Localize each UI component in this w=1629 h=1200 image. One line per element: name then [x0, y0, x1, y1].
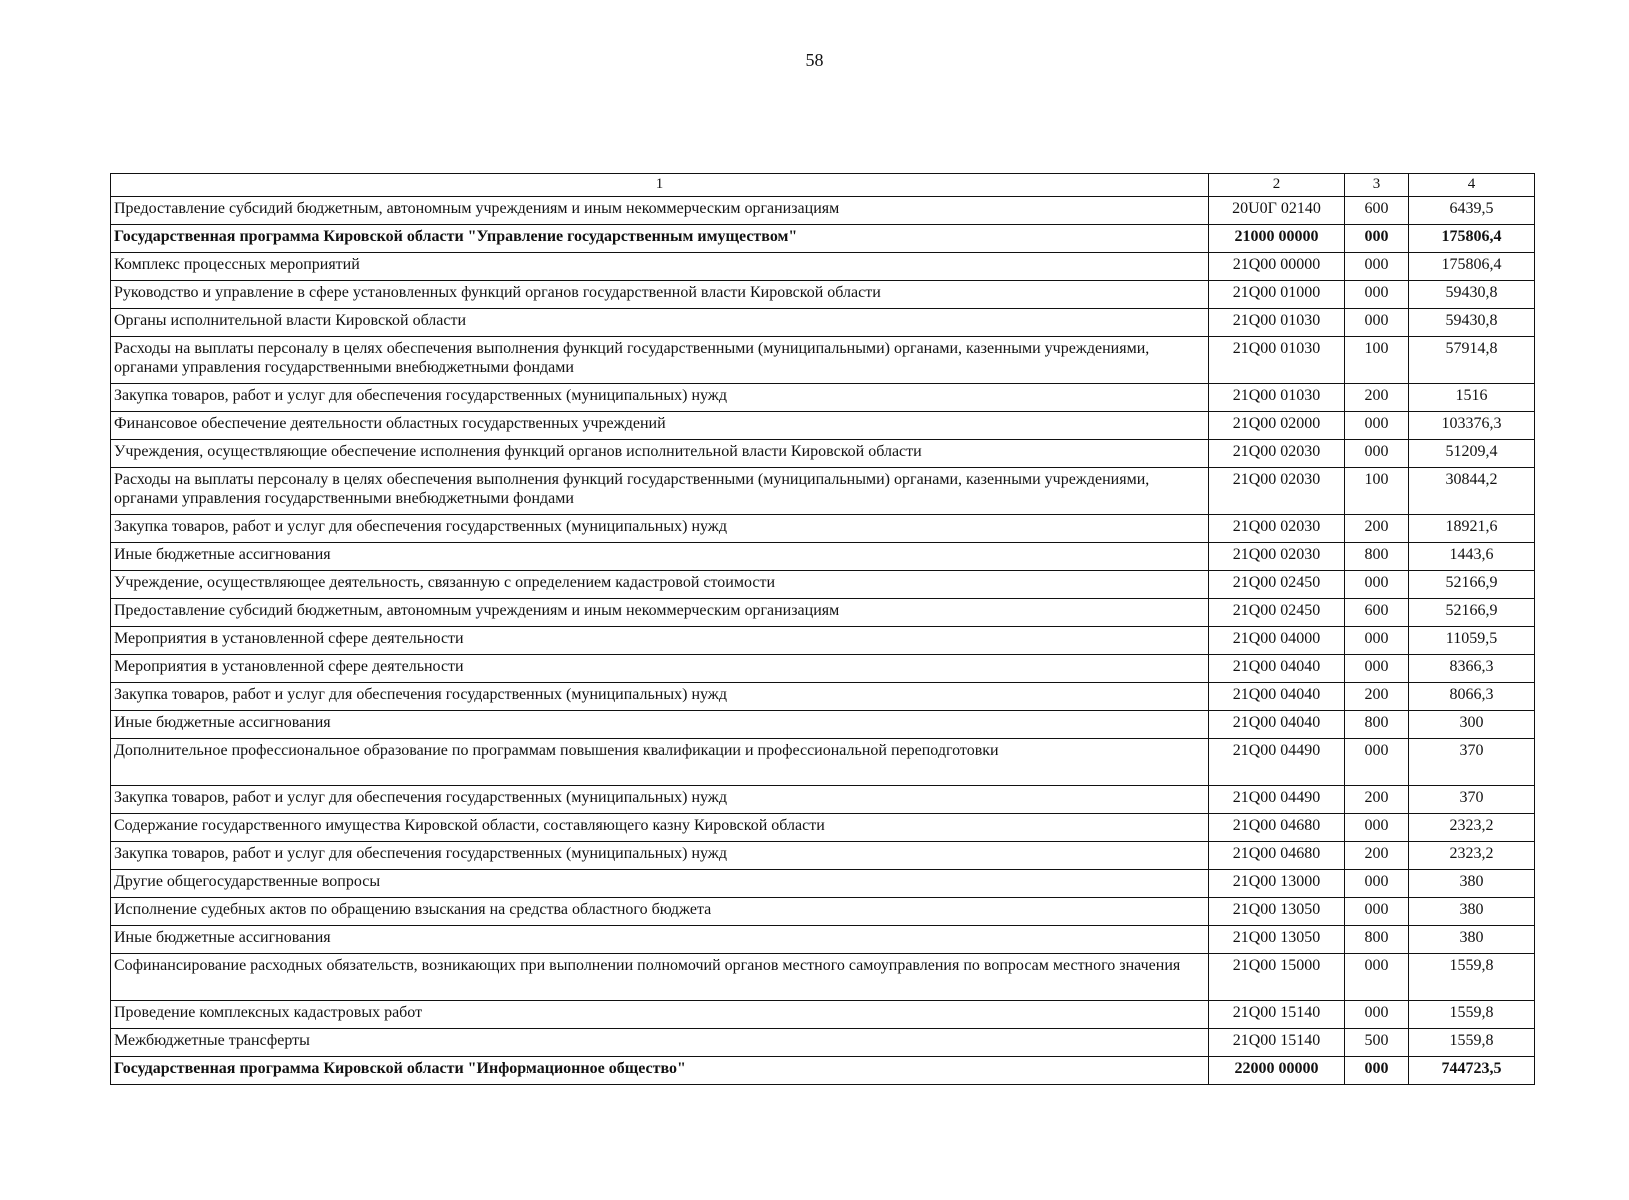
row-code: 21Q00 02030: [1209, 440, 1345, 468]
row-name: Иные бюджетные ассигнования: [111, 543, 1209, 571]
table-row: [111, 1057, 1535, 1085]
header-col-3: 3: [1345, 174, 1409, 197]
row-name: Расходы на выплаты персоналу в целях обеспечения выполнения функций государственными (муниципальными) органами, казенными учреждениями, органами управления государственными внебюджетными фондами: [111, 337, 1209, 384]
row-code: 21Q00 02030: [1209, 468, 1345, 515]
row-name: Учреждения, осуществляющие обеспечение исполнения функций органов исполнительной власти Кировской области: [111, 440, 1209, 468]
table-row: [111, 440, 1535, 468]
row-expense-type: 200: [1345, 384, 1409, 412]
row-name: Другие общегосударственные вопросы: [111, 870, 1209, 898]
row-expense-type: 000: [1345, 225, 1409, 253]
row-code: 21Q00 04680: [1209, 814, 1345, 842]
row-expense-type: 100: [1345, 337, 1409, 384]
row-code: 21Q00 13000: [1209, 870, 1345, 898]
row-amount: 380: [1409, 926, 1535, 954]
row-amount: 175806,4: [1409, 253, 1535, 281]
row-code: 21Q00 13050: [1209, 898, 1345, 926]
header-col-4: 4: [1409, 174, 1535, 197]
table-row: [111, 225, 1535, 253]
row-code: 21Q00 15000: [1209, 954, 1345, 1001]
row-code: 21Q00 02000: [1209, 412, 1345, 440]
table-row: [111, 384, 1535, 412]
row-amount: 6439,5: [1409, 197, 1535, 225]
row-amount: 8066,3: [1409, 683, 1535, 711]
row-name: Государственная программа Кировской области "Информационное общество": [111, 1057, 1209, 1085]
row-code: 21Q00 01030: [1209, 384, 1345, 412]
row-expense-type: 000: [1345, 655, 1409, 683]
table-row: [111, 543, 1535, 571]
table-row: [111, 253, 1535, 281]
row-expense-type: 500: [1345, 1029, 1409, 1057]
row-code: 21Q00 01000: [1209, 281, 1345, 309]
row-expense-type: 000: [1345, 627, 1409, 655]
row-expense-type: 000: [1345, 412, 1409, 440]
page-number: 58: [805, 50, 824, 70]
table-row: [111, 711, 1535, 739]
header-col-2: 2: [1209, 174, 1345, 197]
row-code: 21Q00 04040: [1209, 683, 1345, 711]
row-amount: 744723,5: [1409, 1057, 1535, 1085]
row-expense-type: 200: [1345, 786, 1409, 814]
row-amount: 380: [1409, 898, 1535, 926]
row-code: 21Q00 04000: [1209, 627, 1345, 655]
row-amount: 2323,2: [1409, 814, 1535, 842]
row-expense-type: 600: [1345, 599, 1409, 627]
row-amount: 1559,8: [1409, 954, 1535, 1001]
row-amount: 52166,9: [1409, 599, 1535, 627]
row-expense-type: 000: [1345, 954, 1409, 1001]
row-name: Мероприятия в установленной сфере деятельности: [111, 627, 1209, 655]
row-amount: 1443,6: [1409, 543, 1535, 571]
row-name: Иные бюджетные ассигнования: [111, 926, 1209, 954]
row-code: 21Q00 02450: [1209, 599, 1345, 627]
row-amount: 59430,8: [1409, 309, 1535, 337]
row-name: Исполнение судебных актов по обращению взыскания на средства областного бюджета: [111, 898, 1209, 926]
row-amount: 1516: [1409, 384, 1535, 412]
table-row: [111, 1001, 1535, 1029]
row-expense-type: 800: [1345, 711, 1409, 739]
row-amount: 1559,8: [1409, 1001, 1535, 1029]
row-code: 21Q00 04040: [1209, 711, 1345, 739]
row-name: Закупка товаров, работ и услуг для обеспечения государственных (муниципальных) нужд: [111, 842, 1209, 870]
budget-table: [110, 173, 1535, 1085]
row-code: 20U0Г 02140: [1209, 197, 1345, 225]
table-row: [111, 954, 1535, 1001]
table-body: [111, 197, 1535, 1085]
row-name: Закупка товаров, работ и услуг для обеспечения государственных (муниципальных) нужд: [111, 683, 1209, 711]
row-code: 21Q00 04490: [1209, 739, 1345, 786]
row-expense-type: 600: [1345, 197, 1409, 225]
row-code: 21Q00 00000: [1209, 253, 1345, 281]
row-code: 21Q00 01030: [1209, 337, 1345, 384]
table-row: [111, 655, 1535, 683]
row-expense-type: 800: [1345, 543, 1409, 571]
row-expense-type: 200: [1345, 683, 1409, 711]
row-expense-type: 000: [1345, 870, 1409, 898]
table-row: [111, 739, 1535, 786]
table-row: [111, 337, 1535, 384]
table-row: [111, 309, 1535, 337]
row-name: Органы исполнительной власти Кировской области: [111, 309, 1209, 337]
row-amount: 300: [1409, 711, 1535, 739]
table-row: [111, 683, 1535, 711]
table-header-row: [111, 174, 1535, 197]
row-code: 21Q00 04490: [1209, 786, 1345, 814]
row-name: Иные бюджетные ассигнования: [111, 711, 1209, 739]
row-name: Комплекс процессных мероприятий: [111, 253, 1209, 281]
row-amount: 370: [1409, 739, 1535, 786]
table-row: [111, 898, 1535, 926]
table-row: [111, 599, 1535, 627]
row-code: 21Q00 04040: [1209, 655, 1345, 683]
row-amount: 57914,8: [1409, 337, 1535, 384]
row-expense-type: 000: [1345, 814, 1409, 842]
row-expense-type: 200: [1345, 515, 1409, 543]
row-name: Руководство и управление в сфере установленных функций органов государственной власти Кировской области: [111, 281, 1209, 309]
row-name: Закупка товаров, работ и услуг для обеспечения государственных (муниципальных) нужд: [111, 384, 1209, 412]
table-row: [111, 627, 1535, 655]
row-name: Учреждение, осуществляющее деятельность, связанную с определением кадастровой стоимости: [111, 571, 1209, 599]
row-name: Дополнительное профессиональное образование по программам повышения квалификации и профессиональной переподготовки: [111, 739, 1209, 786]
row-code: 21Q00 02030: [1209, 543, 1345, 571]
row-amount: 8366,3: [1409, 655, 1535, 683]
table-row: [111, 1029, 1535, 1057]
row-name: Мероприятия в установленной сфере деятельности: [111, 655, 1209, 683]
row-amount: 30844,2: [1409, 468, 1535, 515]
table-row: [111, 197, 1535, 225]
row-expense-type: 000: [1345, 898, 1409, 926]
row-name: Содержание государственного имущества Кировской области, составляющего казну Кировской области: [111, 814, 1209, 842]
row-name: Закупка товаров, работ и услуг для обеспечения государственных (муниципальных) нужд: [111, 786, 1209, 814]
row-amount: 52166,9: [1409, 571, 1535, 599]
row-name: Предоставление субсидий бюджетным, автономным учреждениям и иным некоммерческим организациям: [111, 599, 1209, 627]
table-row: [111, 870, 1535, 898]
table-row: [111, 468, 1535, 515]
row-name: Финансовое обеспечение деятельности областных государственных учреждений: [111, 412, 1209, 440]
row-name: Государственная программа Кировской области "Управление государственным имуществом": [111, 225, 1209, 253]
row-expense-type: 000: [1345, 739, 1409, 786]
row-expense-type: 000: [1345, 281, 1409, 309]
row-amount: 1559,8: [1409, 1029, 1535, 1057]
table-row: [111, 281, 1535, 309]
row-expense-type: 800: [1345, 926, 1409, 954]
table-row: [111, 842, 1535, 870]
row-code: 21Q00 01030: [1209, 309, 1345, 337]
row-code: 21Q00 15140: [1209, 1001, 1345, 1029]
row-name: Софинансирование расходных обязательств, возникающих при выполнении полномочий органов местного самоуправления по вопросам местного значения: [111, 954, 1209, 1001]
table-row: [111, 926, 1535, 954]
table-row: [111, 412, 1535, 440]
row-expense-type: 000: [1345, 440, 1409, 468]
table-row: [111, 571, 1535, 599]
row-amount: 18921,6: [1409, 515, 1535, 543]
row-code: 21Q00 04680: [1209, 842, 1345, 870]
row-amount: 51209,4: [1409, 440, 1535, 468]
row-amount: 103376,3: [1409, 412, 1535, 440]
row-code: 21Q00 15140: [1209, 1029, 1345, 1057]
row-amount: 59430,8: [1409, 281, 1535, 309]
row-expense-type: 000: [1345, 253, 1409, 281]
row-expense-type: 200: [1345, 842, 1409, 870]
table-row: [111, 814, 1535, 842]
row-code: 21Q00 02030: [1209, 515, 1345, 543]
header-col-1: 1: [111, 174, 1209, 197]
row-amount: 175806,4: [1409, 225, 1535, 253]
row-code: 21000 00000: [1209, 225, 1345, 253]
row-name: Расходы на выплаты персоналу в целях обеспечения выполнения функций государственными (муниципальными) органами, казенными учреждениями, органами управления государственными внебюджетными фондами: [111, 468, 1209, 515]
row-expense-type: 000: [1345, 571, 1409, 599]
row-name: Проведение комплексных кадастровых работ: [111, 1001, 1209, 1029]
row-code: 21Q00 13050: [1209, 926, 1345, 954]
row-amount: 370: [1409, 786, 1535, 814]
table-row: [111, 515, 1535, 543]
row-name: Закупка товаров, работ и услуг для обеспечения государственных (муниципальных) нужд: [111, 515, 1209, 543]
row-expense-type: 000: [1345, 309, 1409, 337]
row-expense-type: 100: [1345, 468, 1409, 515]
row-code: 21Q00 02450: [1209, 571, 1345, 599]
row-code: 22000 00000: [1209, 1057, 1345, 1085]
row-name: Межбюджетные трансферты: [111, 1029, 1209, 1057]
row-amount: 11059,5: [1409, 627, 1535, 655]
row-amount: 2323,2: [1409, 842, 1535, 870]
row-expense-type: 000: [1345, 1001, 1409, 1029]
row-amount: 380: [1409, 870, 1535, 898]
table-row: [111, 786, 1535, 814]
row-expense-type: 000: [1345, 1057, 1409, 1085]
row-name: Предоставление субсидий бюджетным, автономным учреждениям и иным некоммерческим организациям: [111, 197, 1209, 225]
